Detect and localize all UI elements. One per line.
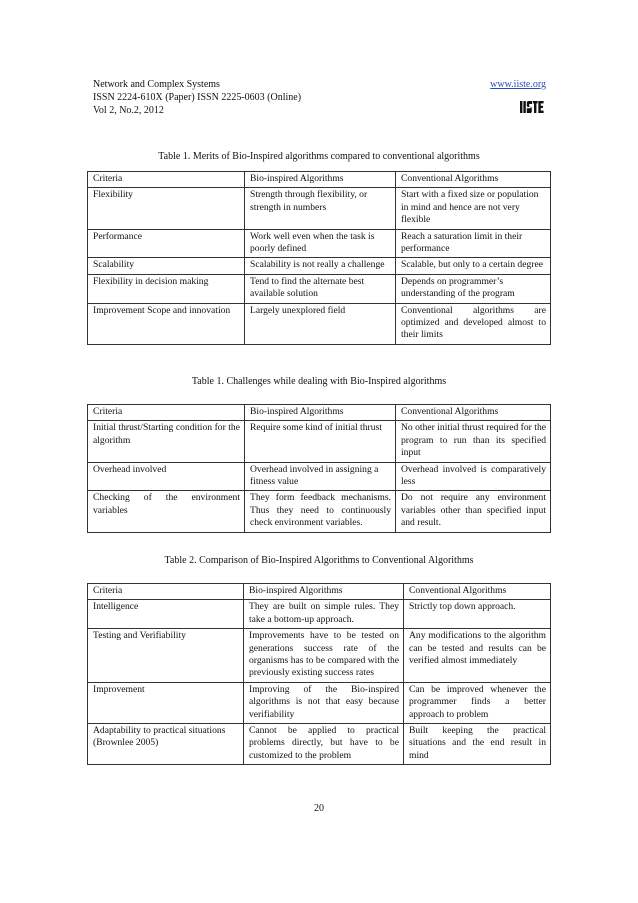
table-row	[88, 491, 551, 532]
merits-table	[87, 171, 551, 345]
conventional-cell: Scalable, but only to a certain degree	[396, 258, 551, 274]
website-link[interactable]: www.iiste.org	[490, 79, 546, 90]
bio-cell: Tend to find the alternate best available solution	[245, 274, 396, 303]
table-1-caption: Table 1. Merits of Bio-Inspired algorithms compared to conventional algorithms	[158, 151, 480, 162]
conventional-cell: Can be improved whenever the programmer finds a better approach to problem	[404, 682, 551, 723]
journal-name: Network and Complex Systems	[93, 79, 220, 90]
table-2-caption: Table 1. Challenges while dealing with Bio-Inspired algorithms	[191, 376, 447, 387]
table-row	[88, 629, 551, 683]
table-header-row	[88, 584, 551, 600]
conventional-cell: Start with a fixed size or population in mind and hence are not very flexible	[396, 188, 551, 229]
conventional-cell: Strictly top down approach.	[404, 600, 551, 629]
conventional-cell: Conventional algorithms are optimized and developed almost to their limits	[396, 303, 551, 344]
challenges-table	[87, 404, 551, 533]
criteria-cell: Scalability	[88, 258, 245, 274]
table-row	[88, 274, 551, 303]
table-row	[88, 724, 551, 765]
page-header	[93, 78, 546, 117]
criteria-cell: Flexibility in decision making	[88, 274, 245, 303]
header-cell: Conventional Algorithms	[396, 405, 551, 421]
bio-cell: Overhead involved in assigning a fitness value	[245, 462, 396, 491]
header-cell: Bio-inspired Algorithms	[245, 405, 396, 421]
page-number: 20	[314, 803, 324, 814]
criteria-cell: Checking of the environment variables	[88, 491, 245, 532]
header-cell: Bio-inspired Algorithms	[245, 172, 396, 188]
criteria-cell: Testing and Verifiability	[88, 629, 244, 683]
bio-cell: Require some kind of initial thrust	[245, 421, 396, 462]
table-header-row	[88, 172, 551, 188]
table-row	[88, 682, 551, 723]
bio-cell: Scalability is not really a challenge	[245, 258, 396, 274]
bio-cell: Largely unexplored field	[245, 303, 396, 344]
conventional-cell: Depends on programmer’s understanding of the program	[396, 274, 551, 303]
comparison-table	[87, 583, 551, 765]
iiste-logo-icon	[520, 100, 544, 114]
table-3-caption: Table 2. Comparison of Bio-Inspired Algorithms to Conventional Algorithms	[164, 555, 474, 566]
criteria-cell: Overhead involved	[88, 462, 245, 491]
table-row	[88, 188, 551, 229]
table-row	[88, 229, 551, 258]
criteria-cell: Improvement	[88, 682, 244, 723]
criteria-cell: Adaptability to practical situations (Brownlee 2005)	[88, 724, 244, 765]
conventional-cell: Any modifications to the algorithm can be tested and results can be verified almost immediately	[404, 629, 551, 683]
volume-line: Vol 2, No.2, 2012	[93, 105, 164, 116]
header-cell: Criteria	[88, 172, 245, 188]
conventional-cell: Reach a saturation limit in their performance	[396, 229, 551, 258]
header-cell: Criteria	[88, 405, 245, 421]
table-row	[88, 462, 551, 491]
header-cell: Conventional Algorithms	[396, 172, 551, 188]
conventional-cell: Do not require any environment variables other than specified input and result.	[396, 491, 551, 532]
conventional-cell: Built keeping the practical situations and the end result in mind	[404, 724, 551, 765]
bio-cell: Improvements have to be tested on generations success rate of the organisms has to be compared with the previously existing success rates	[244, 629, 404, 683]
criteria-cell: Initial thrust/Starting condition for the algorithm	[88, 421, 245, 462]
table-header-row	[88, 405, 551, 421]
criteria-cell: Intelligence	[88, 600, 244, 629]
criteria-cell: Improvement Scope and innovation	[88, 303, 245, 344]
criteria-cell: Performance	[88, 229, 245, 258]
bio-cell: Cannot be applied to practical problems directly, but have to be customized to the problem	[244, 724, 404, 765]
table-row	[88, 258, 551, 274]
bio-cell: They form feedback mechanisms. Thus they need to continuously check environment variables.	[245, 491, 396, 532]
bio-cell: Improving of the Bio-inspired algorithms is not that easy because verifiability	[244, 682, 404, 723]
bio-cell: Strength through flexibility, or strength in numbers	[245, 188, 396, 229]
table-row	[88, 421, 551, 462]
conventional-cell: Overhead involved is comparatively less	[396, 462, 551, 491]
header-cell: Bio-inspired Algorithms	[244, 584, 404, 600]
conventional-cell: No other initial thrust required for the program to run than its specified input	[396, 421, 551, 462]
table-row	[88, 303, 551, 344]
bio-cell: Work well even when the task is poorly defined	[245, 229, 396, 258]
issn-line: ISSN 2224-610X (Paper) ISSN 2225-0603 (Online)	[93, 92, 302, 103]
header-cell: Conventional Algorithms	[404, 584, 551, 600]
criteria-cell: Flexibility	[88, 188, 245, 229]
header-cell: Criteria	[88, 584, 244, 600]
bio-cell: They are built on simple rules. They take a bottom-up approach.	[244, 600, 404, 629]
table-row	[88, 600, 551, 629]
